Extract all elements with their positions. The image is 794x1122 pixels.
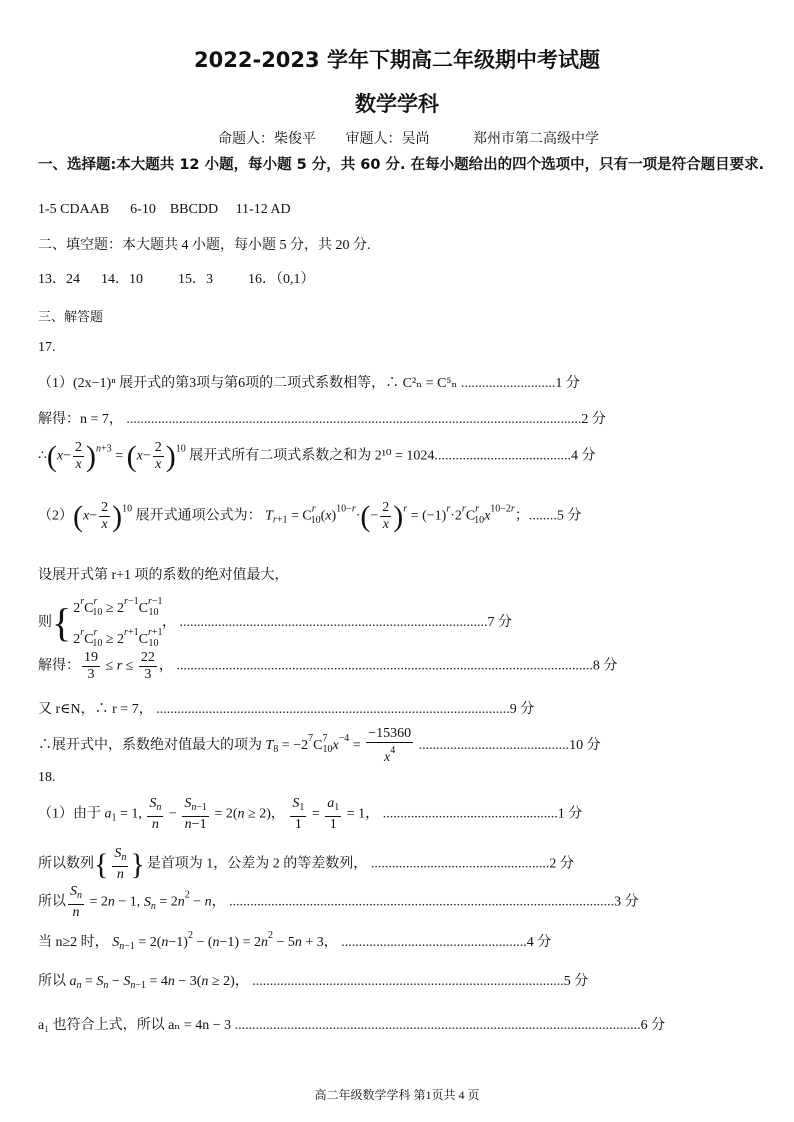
- q17-line9: ∴展开式中，系数绝对值最大的项为 $T_8 = -2^7C^7_{10}x^{-4}$ = $\frac{-15360}{x^4}$ ...........................................10 分: [38, 726, 601, 765]
- reviewer: 审题人：吴尚: [345, 132, 430, 147]
- q17-line2-score: 2 分: [581, 412, 606, 427]
- q18-line3: 所以 $\frac{S_n}{n}$ = 2n − 1, $S_n = 2n^2 - n$， ..............................................................................................................3 分: [38, 884, 639, 920]
- q17-line6: 则{ $2^rC^r_{10} \ge 2^{r-1}C^{r-1}_{10}$ $2^rC^r_{10} \ge 2^{r+1}C^{r+1}_{10}$ ， ........................................................................................7 分: [38, 596, 512, 649]
- q17-line6-score: 7 分: [487, 615, 512, 631]
- q18-line1-score: 1 分: [557, 806, 583, 822]
- q18-line6-text: a₁ 也符合上式，所以 aₙ = 4n − 3: [38, 1018, 232, 1033]
- q17-line3-text: 展开式所有二项式系数之和为 2¹⁰ = 1024: [189, 448, 435, 464]
- q18-line3-text: 所以: [38, 894, 66, 910]
- school: 郑州市第二高级中学: [473, 132, 599, 147]
- q17-line1-score: 1 分: [555, 376, 580, 391]
- author-line: [218, 128, 625, 148]
- q18-line2-tail: 是首项为 1，公差为 2 的等差数列，: [146, 856, 368, 872]
- q17-line4: （2）(x− $\frac{2}{x}$ )$^{10}$ 展开式通项公式为： $T_{r+1} = C^r_{10}(x)^{10-r}\cdot(-$ $\frac{2}{x}$ )$^r = (-1)^r\cdot 2^rC^r_{10}x^{10-2r}$；........5 分: [38, 499, 582, 533]
- author: 命题人：柴俊平: [218, 132, 316, 147]
- q18-line2-score: 2 分: [549, 856, 574, 872]
- q18-number: 18.: [38, 770, 56, 785]
- q17-line9-text: ∴展开式中，系数绝对值最大的项为: [38, 738, 262, 754]
- q18-line1: （1）由于 $a_1 = 1$, $\frac{S_n}{n}$ − $\frac{S_{n-1}}{n-1}$ = 2(n ≥ 2)， $\frac{S_1}{1}$ = $\frac{a_1}{1}$ = 1， ..................................................1 分: [38, 796, 583, 832]
- q17-line8: 又 r∈N，∴ r = 7， .....................................................................................................9 分: [38, 702, 535, 717]
- section1-answers: 1-5 CDAAB 6-10 BBCDD 11-12 AD: [38, 202, 291, 217]
- page-footer: 高二年级数学学科 第1页共 4 页: [314, 1088, 480, 1102]
- q18-line4-score: 4 分: [526, 935, 552, 950]
- q17-line4-text: 展开式通项公式为：: [135, 508, 262, 524]
- q17-line8-text: 又 r∈N，∴ r = 7，: [38, 702, 153, 717]
- q18-line4: 当 n≥2 时， $S_{n-1} = 2(n-1)^2 - (n-1) = 2n^2 - 5n + 3$， .....................................................4 分: [38, 930, 552, 952]
- q18-line5-text: 所以: [38, 974, 66, 989]
- page-title: 2022-2023 学年下期高二年级期中考试题: [194, 48, 600, 72]
- section2-answers: 13．24 14．10 15．3 16．（0,1）: [38, 272, 315, 287]
- q17-line2-text: 解得：n = 7，: [38, 412, 123, 427]
- q17-line1: （1）(2x−1)ⁿ 展开式的第3项与第6项的二项式系数相等，∴ C²ₙ = C⁵ₙ ...........................1 分: [38, 376, 580, 391]
- q17-line7: 解得： $\frac{19}{3}$ ≤ r ≤ $\frac{22}{3}$ ， .......................................................................................................................8 分: [38, 650, 618, 682]
- q18-line6-score: 6 分: [640, 1018, 666, 1033]
- q18-line2-text: 所以数列: [38, 856, 94, 872]
- q17-line6-prefix: 则: [38, 615, 52, 631]
- q18-line4-text: 当 n≥2 时，: [38, 935, 109, 950]
- q18-line2: 所以数列{ $\frac{S_n}{n}$ } 是首项为 1，公差为 2 的等差数列， ...................................................2 分: [38, 846, 574, 882]
- q17-line5: 设展开式第 r+1 项的系数的绝对值最大，: [38, 568, 289, 583]
- q18-line5-score: 5 分: [563, 974, 589, 989]
- q17-line8-score: 9 分: [509, 702, 535, 717]
- q17-line7-score: 8 分: [592, 658, 618, 674]
- q17-line3: ∴(x− $\frac{2}{x}$ )$^{n+3}$ = (x− $\frac{2}{x}$ )$^{10}$ 展开式所有二项式系数之和为 2¹⁰ = 1024.......................................4 分: [38, 439, 596, 473]
- q18-line6: a₁ 也符合上式，所以 aₙ = 4n − 3 ....................................................................................................................6 分: [38, 1018, 666, 1033]
- q17-line1-text: （1）(2x−1)ⁿ 展开式的第3项与第6项的二项式系数相等，∴ C²ₙ = C⁵ₙ: [38, 376, 458, 391]
- section2-heading: 二、填空题：本大题共 4 小题，每小题 5 分，共 20 分.: [38, 238, 371, 253]
- q17-line3-score: 4 分: [570, 448, 596, 464]
- q17-number: 17.: [38, 340, 56, 355]
- q18-line5: 所以 $a_n = S_n - S_{n-1} = 4n - 3(n \ge 2)$， .........................................................................................5 分: [38, 974, 589, 991]
- q17-line4-score: 5 分: [556, 508, 582, 524]
- q17-line7-prefix: 解得：: [38, 658, 80, 674]
- q18-line3-score: 3 分: [614, 894, 639, 910]
- section3-heading: 三、解答题: [38, 309, 104, 324]
- subject-title: 数学学科: [355, 92, 439, 116]
- section1-heading: 一、选择题:本大题共 12 小题，每小题 5 分，共 60 分. 在每小题给出的四个选项中，只有一项是符合题目要求.: [38, 157, 765, 173]
- q17-line9-score: 10 分: [569, 738, 601, 754]
- q18-line1-text: （1）由于: [38, 806, 101, 822]
- q17-line2: 解得：n = 7， ..................................................................................................................................2 分: [38, 412, 606, 427]
